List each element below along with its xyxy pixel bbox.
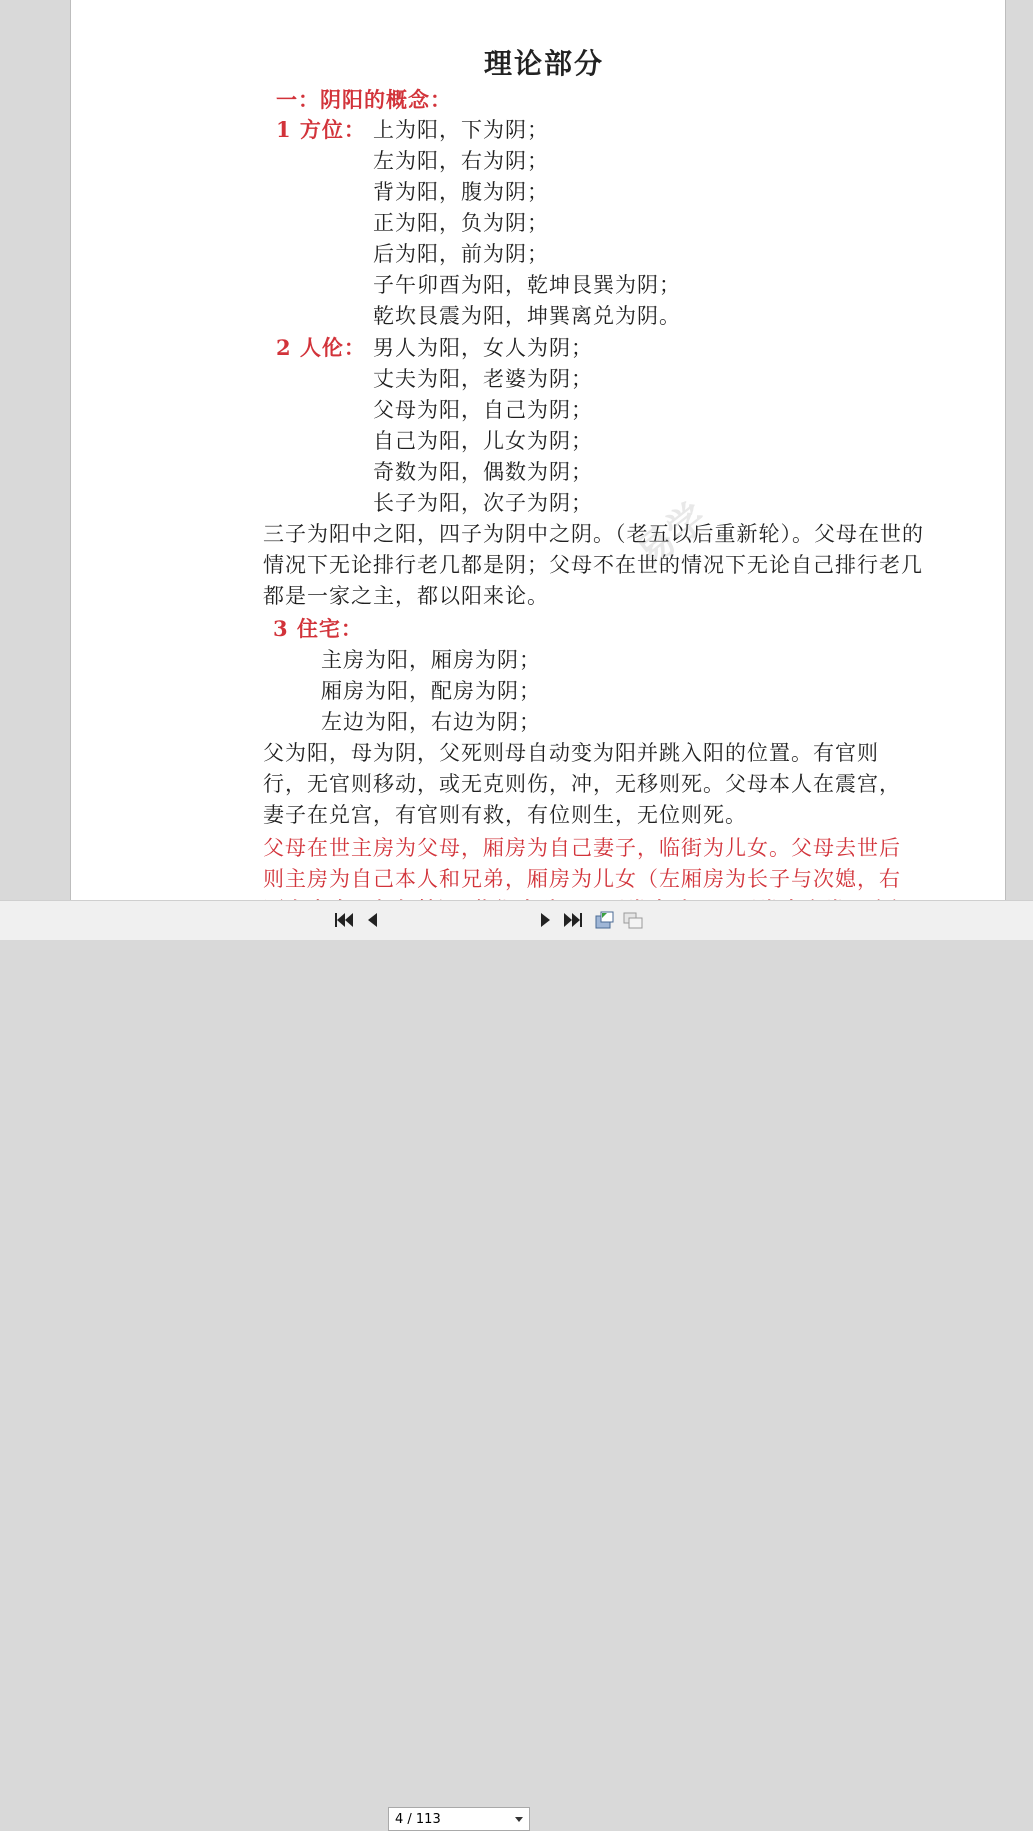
pdf-page [70,0,1006,900]
document-line: 正为阳，负为阴； [373,211,549,235]
document-line: 一：阴阳的概念： [276,87,452,112]
document-line: 男人为阳，女人为阴； [373,336,593,360]
previous-page-button[interactable] [361,909,383,931]
document-line: 丈夫为阳，老婆为阴； [373,367,593,391]
document-line: 三子为阳中之阳，四子为阴中之阴。（老五以后重新轮）。父母在世的 [263,522,924,546]
document-line: 后为阳，前为阴； [373,242,549,266]
document-line: 背为阳，腹为阴； [373,180,549,204]
next-page-button[interactable] [535,909,557,931]
document-line: 则主房为自己本人和兄弟，厢房为儿女（左厢房为长子与次媳，右 [263,867,901,891]
document-line: 厢房为阳，配房为阴； [321,679,541,703]
previous-page-icon [365,911,379,929]
page-selector[interactable] [388,1807,530,1831]
chevron-down-icon [515,1817,523,1822]
document-line: 子午卯酉为阳，乾坤艮巽为阴； [373,273,681,297]
document-line: 上为阳，下为阴； [373,118,549,142]
document-line: 3 住宅： [273,616,363,641]
fit-page-icon [594,910,616,930]
first-page-icon [334,911,354,929]
page-indicator-text: 4 / 113 [395,1811,441,1827]
fit-width-button[interactable] [622,909,644,931]
page-title: 理论部分 [483,47,604,80]
navigation-toolbar [0,900,1033,1827]
document-line: 奇数为阳，偶数为阴； [373,460,593,484]
document-viewport[interactable] [0,0,1033,900]
document-line: 主房为阳，厢房为阴； [321,648,541,672]
last-page-button[interactable] [562,909,584,931]
document-line: 都是一家之主，都以阳来论。 [263,584,549,608]
watermark: 易学 [627,494,715,576]
document-line: 妻子在兑宫，有官则有救，有位则生，无位则死。 [263,803,747,827]
document-line: 1 方位： [276,117,366,142]
fit-width-icon [622,910,644,930]
document-line: 2 人伦： [276,335,366,360]
document-line: 父母在世主房为父母，厢房为自己妻子，临街为儿女。父母去世后 [263,836,901,860]
document-line: 自己为阳，儿女为阴； [373,429,593,453]
next-page-icon [539,911,553,929]
document-line: 左为阳，右为阴； [373,149,549,173]
last-page-icon [563,911,583,929]
document-line: 父为阳，母为阴，父死则母自动变为阳并跳入阳的位置。有官则 [263,741,879,765]
first-page-button[interactable] [333,909,355,931]
document-line: 乾坎艮震为阳，坤巽离兑为阴。 [373,304,681,328]
document-line: 情况下无论排行老几都是阴；父母不在世的情况下无论自己排行老几 [263,553,923,577]
document-line: 行，无官则移动，或无克则伤，冲，无移则死。父母本人在震宫， [263,772,901,796]
fit-page-button[interactable] [594,909,616,931]
document-line: 左边为阳，右边为阴； [321,710,541,734]
document-line: 长子为阳，次子为阴； [373,491,593,515]
document-line: 父母为阳，自己为阴； [373,398,593,422]
